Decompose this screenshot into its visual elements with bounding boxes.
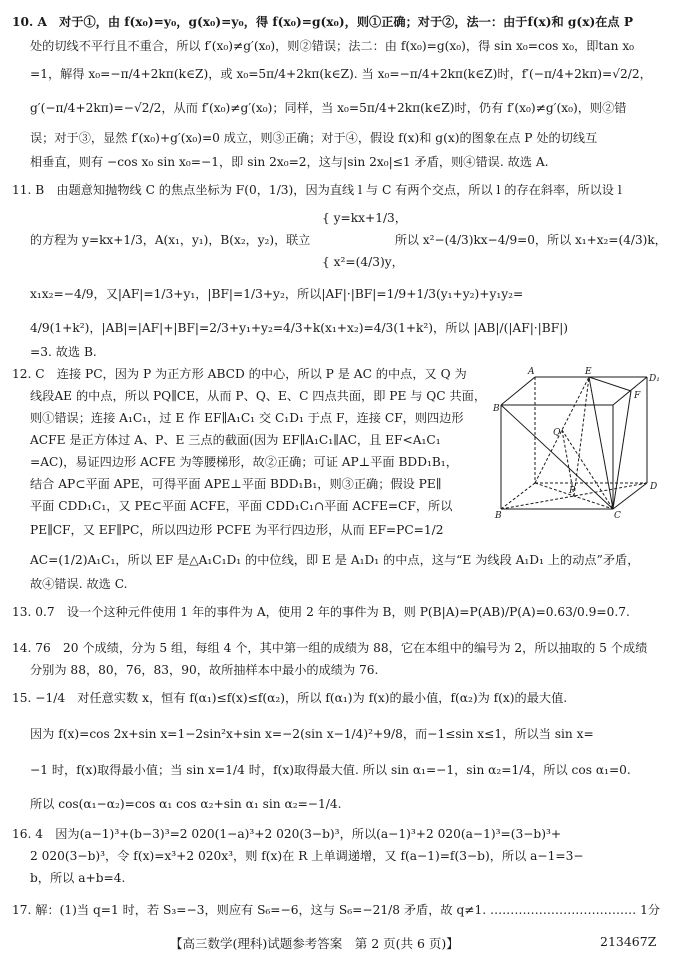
answer-17-line-1: 17. 解：(1)当 q=1 时，若 S₃=−3，则应有 S₆=−6，这与 S₆=−21/8 矛盾，故 q≠1. ……………………………… 1分 [12, 903, 661, 917]
answer-11-system-top: { y=kx+1/3， [322, 211, 407, 225]
label-a1: A [528, 367, 535, 377]
edge-a1b1 [501, 377, 535, 405]
answer-15-line-1: 15. −1/4 对任意实数 x，恒有 f(α₁)≤f(x)≤f(α₂)，所以 f(α₁)为 f(x)的最小值，f(α₂)为 f(x)的最大值. [12, 691, 568, 705]
segment-b1c [501, 405, 613, 509]
answer-10-line-2: 处的切线不平行且不重合，所以 f′(x₀)≠g′(x₀)，则②错误；法二：由 f(x₀)=g(x₀)，得 sin x₀=cos x₀，即tan x₀ [30, 39, 635, 53]
answer-13-line-1: 13. 0.7 设一个这种元件使用 1 年的事件为 A，使用 2 年的事件为 B，则 P(B|A)=P(AB)/P(A)=0.63/0.9=0.7. [12, 605, 630, 619]
footer-code: 213467Z [600, 934, 657, 949]
answer-15-line-2: 因为 f(x)=cos 2x+sin x=1−2sin²x+sin x=−2(sin x−1/4)²+9/8，而−1≤sin x≤1，所以当 sin x= [30, 727, 594, 741]
answer-10-line-6: 相垂直，则有 −cos x₀ sin x₀=−1，即 sin 2x₀=2，这与|sin 2x₀|≤1 矛盾，则④错误. 故选 A. [30, 155, 549, 169]
footer-title: 【高三数学(理科)试题参考答案 第 2 页(共 6 页)】 [170, 936, 459, 951]
edge-cd [613, 483, 647, 509]
answer-14-line-2: 分别为 88，80，76，83，90，故所抽样本中最小的成绩为 76. [30, 663, 379, 677]
answer-12-line-10: 故④错误. 故选 C. [30, 577, 128, 591]
answer-12-line-2: 线段AE 的中点，所以 PQ∥CE，从而 P、Q、E、C 四点共面，即 PE 与 QC 共面， [30, 389, 487, 403]
segment-ef [589, 377, 631, 391]
answer-11-line-5: =3. 故选 B. [30, 345, 97, 359]
edge-ab [501, 483, 535, 509]
answer-12-line-3: 则①错误；连接 A₁C₁，过 E 作 EF∥A₁C₁ 交 C₁D₁ 于点 F，连接 CF，则四边形 [30, 411, 464, 425]
answer-10-line-5: 误；对于③，显然 f′(x₀)+g′(x₀)=0 成立，则③正确；对于④，假设 f(x)和 g(x)的图象在点 P 处的切线互 [30, 131, 598, 145]
answer-16-line-1: 16. 4 因为(a−1)³+(b−3)³=2 020(1−a)³+2 020(3−b)³，所以(a−1)³+2 020(a−1)³=(3−b)³+ [12, 827, 562, 841]
segment-pe [574, 377, 589, 496]
answer-15-line-4: 所以 cos(α₁−α₂)=cos α₁ cos α₂+sin α₁ sin α₂=−1/4. [30, 797, 342, 811]
segment-fc [613, 391, 631, 509]
label-c: C [614, 511, 621, 521]
label-d1: D₁ [649, 374, 660, 384]
cube-figure [495, 365, 663, 519]
answer-12-line-7: 平面 CDD₁C₁，又 PE⊂平面 ACFE，平面 CDD₁C₁∩平面 ACFE=CF，所以 [30, 499, 453, 513]
answer-12-line-6: 结合 AP⊂平面 APE，可得平面 APE⊥平面 BDD₁B₁，则③正确；假设 PE∥ [30, 477, 442, 491]
answer-11-line-3: x₁x₂=−4/9，又|AF|=1/3+y₁，|BF|=1/3+y₂，所以|AF|·|BF|=1/9+1/3(y₁+y₂)+y₁y₂= [30, 287, 524, 301]
label-b: B [495, 511, 502, 521]
label-b1: B [493, 404, 500, 414]
answer-12-line-5: =AC)，易证四边形 ACFE 为等腰梯形，故②正确；可证 AP⊥平面 BDD₁B₁， [30, 455, 458, 469]
answer-12-line-8: PE∥CF，又 EF∥PC，所以四边形 PCFE 为平行四边形，从而 EF=PC=1/2 [30, 523, 444, 537]
answer-10-line-1: 10. A 对于①，由 f(x₀)=y₀，g(x₀)=y₀，得 f(x₀)=g(x₀)，则①正确；对于②，法一：由于f(x)和 g(x)在点 P [12, 15, 634, 29]
answer-10-line-4: g′(−π/4+2kπ)=−√2/2，从而 f′(x₀)≠g′(x₀)；同样，当 x₀=5π/4+2kπ(k∈Z)时，仍有 f′(x₀)≠g′(x₀)，则②错 [30, 101, 627, 115]
answer-10-line-3: =1，解得 x₀=−π/4+2kπ(k∈Z)，或 x₀=5π/4+2kπ(k∈Z). 当 x₀=−π/4+2kπ(k∈Z)时，f′(−π/4+2kπ)=√2/2， [30, 67, 652, 81]
answer-12-line-1: 12. C 连接 PC，因为 P 为正方形 ABCD 的中心，所以 P 是 AC 的中点，又 Q 为 [12, 367, 467, 381]
answer-11-system-bottom: { x²=(4/3)y， [322, 255, 404, 269]
label-f: F [634, 391, 641, 401]
answer-14-line-1: 14. 76 20 个成绩，分为 5 组，每组 4 个，其中第一组的成绩为 88，它在本组中的编号为 2，所以抽取的 5 个成绩 [12, 641, 648, 655]
answer-12-line-9: AC=(1/2)A₁C₁，所以 EF 是△A₁C₁D₁ 的中位线，即 E 是 A₁D₁ 的中点，这与“E 为线段 A₁D₁ 上的动点”矛盾， [30, 553, 640, 567]
label-q: Q [553, 428, 561, 438]
answer-11-line-2: 的方程为 y=kx+1/3，A(x₁，y₁)，B(x₂，y₂)，联立 所以 x²−(4/3)kx−4/9=0，所以 x₁+x₂=(4/3)k， [30, 233, 667, 247]
answer-16-line-2: 2 020(3−b)³，令 f(x)=x³+2 020x³，则 f(x)在 R 上单调递增，又 f(a−1)=f(3−b)，所以 a−1=3− [30, 849, 584, 863]
label-e: E [585, 367, 592, 377]
answer-11-line-1: 11. B 由题意知抛物线 C 的焦点坐标为 F(0，1/3)，因为直线 l 与 C 有两个交点，所以 l 的存在斜率，所以设 l [12, 183, 622, 197]
label-p: P [569, 486, 576, 496]
answer-15-line-3: −1 时，f(x)取得最小值；当 sin x=1/4 时，f(x)取得最大值. 所以 sin α₁=−1，sin α₂=1/4，所以 cos α₁=0. [30, 763, 631, 777]
answer-11-line-4: 4/9(1+k²)，|AB|=|AF|+|BF|=2/3+y₁+y₂=4/3+k(x₁+x₂)=4/3(1+k²)，所以 |AB|/(|AF|·|BF|) [30, 321, 569, 335]
label-d: D [650, 482, 658, 492]
answer-16-line-3: b，所以 a+b=4. [30, 871, 126, 885]
answer-12-line-4: ACFE 是正方体过 A、P、E 三点的截面(因为 EF∥A₁C₁∥AC，且 EF<A₁C₁ [30, 433, 441, 447]
